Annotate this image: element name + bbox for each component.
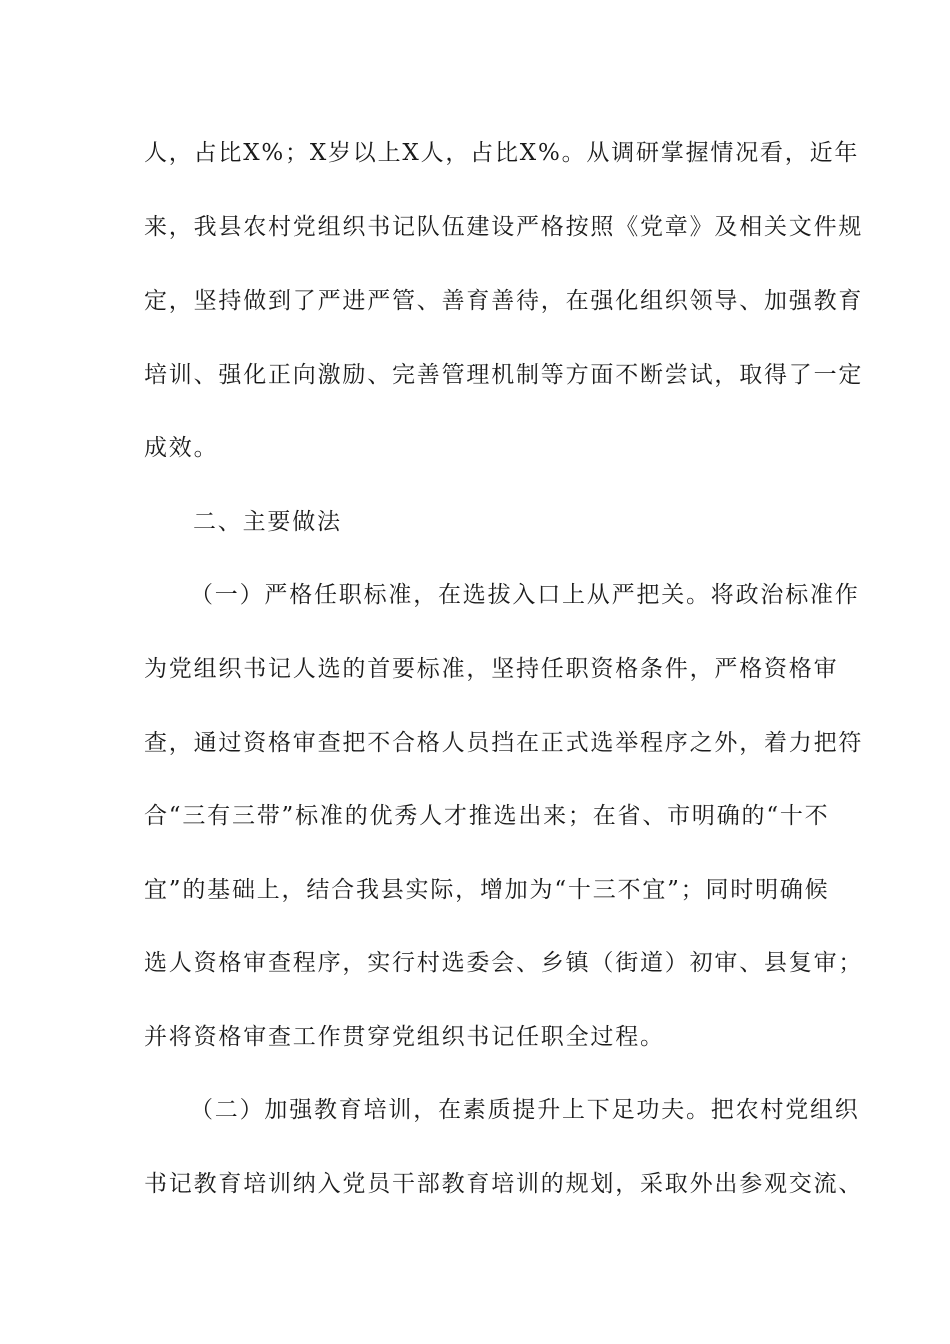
paragraph-line: 查，通过资格审查把不合格人员挡在正式选举程序之外，着力把符 <box>144 730 864 756</box>
subsection-line: （一）严格任职标准，在选拔入口上从严把关。将政治标准作 <box>190 582 860 608</box>
paragraph-line: 人，占比X%；X岁以上X人，占比X%。从调研掌握情况看，近年 <box>144 140 860 166</box>
paragraph-line: 选人资格审查程序，实行村选委会、乡镇（街道）初审、县复审； <box>144 950 864 976</box>
paragraph-line: 并将资格审查工作贯穿党组织书记任职全过程。 <box>144 1024 665 1050</box>
paragraph-line: 为党组织书记人选的首要标准，坚持任职资格条件，严格资格审 <box>144 656 839 682</box>
paragraph-line: 培训、强化正向激励、完善管理机制等方面不断尝试，取得了一定 <box>144 362 864 388</box>
paragraph-line: 定，坚持做到了严进严管、善育善待，在强化组织领导、加强教育 <box>144 288 864 314</box>
paragraph-line: 成效。 <box>144 435 219 461</box>
subsection-line: （二）加强教育培训，在素质提升上下足功夫。把农村党组织 <box>190 1097 860 1123</box>
paragraph-line: 合“三有三带”标准的优秀人才推选出来；在省、市明确的“十不 <box>144 803 830 829</box>
paragraph-line: 宜”的基础上，结合我县实际，增加为“十三不宜”；同时明确候 <box>144 877 830 903</box>
paragraph-line: 书记教育培训纳入党员干部教育培训的规划，采取外出参观交流、 <box>144 1171 864 1197</box>
section-heading: 二、主要做法 <box>193 509 342 535</box>
paragraph-line: 来，我县农村党组织书记队伍建设严格按照《党章》及相关文件规 <box>144 214 864 240</box>
